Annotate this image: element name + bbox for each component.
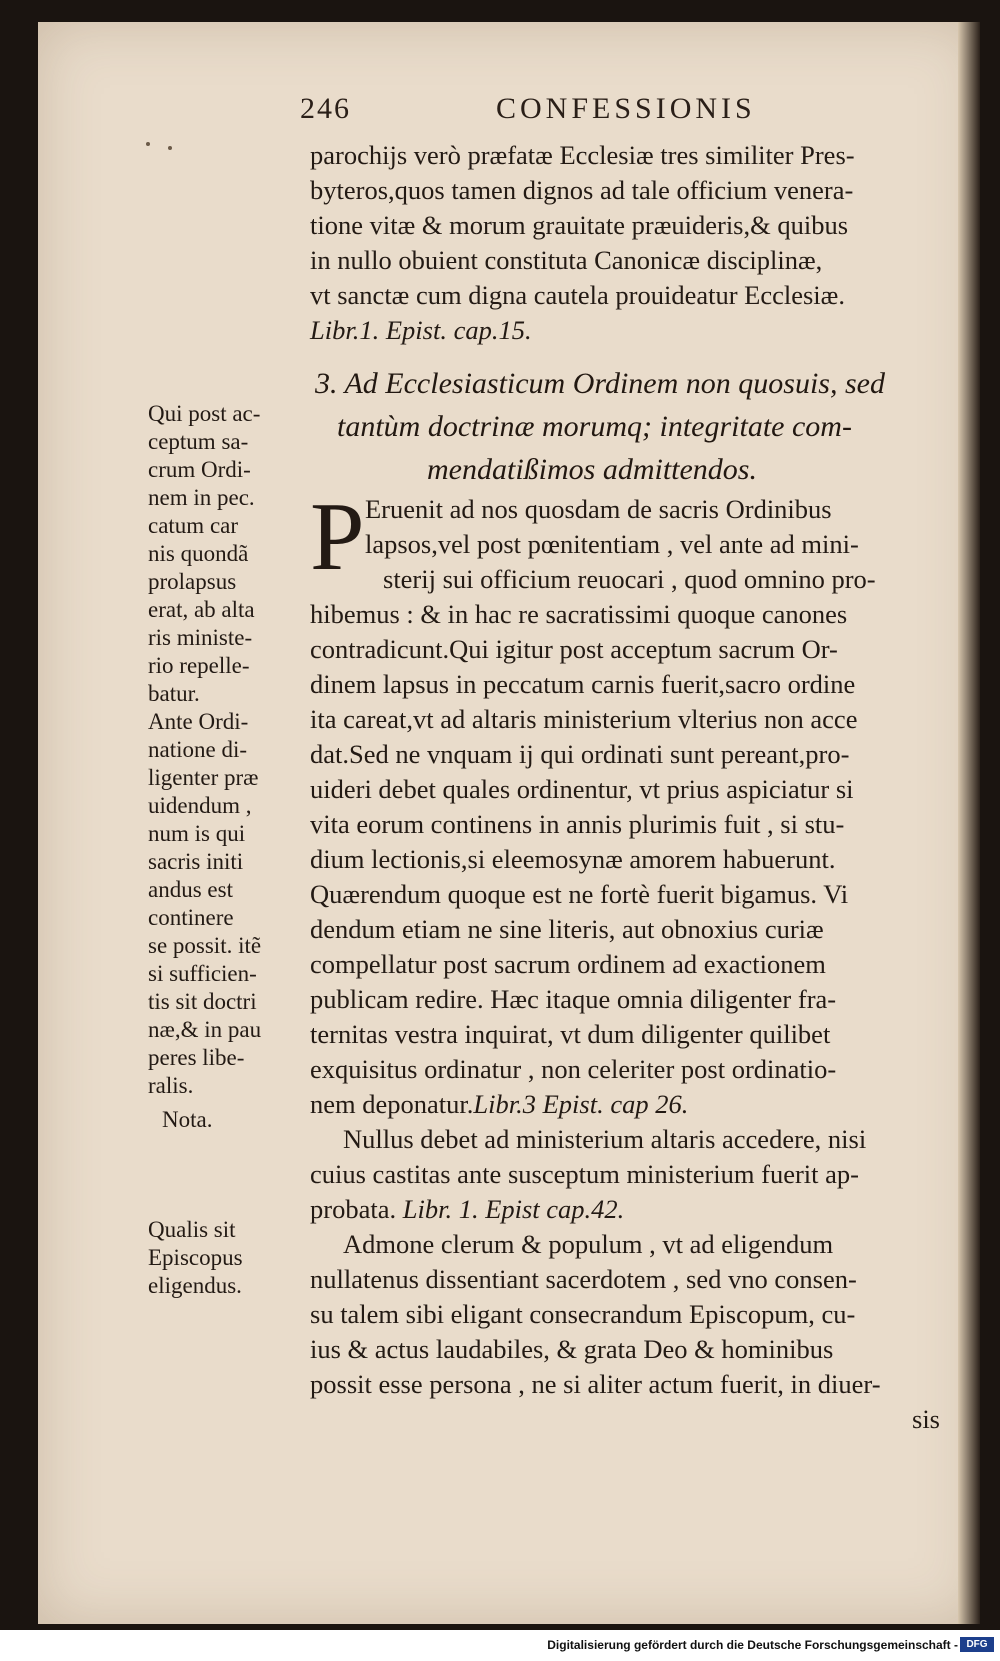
margin-line: ralis. <box>148 1073 194 1098</box>
text-line: dendum etiam ne sine literis, aut obnoxius curiæ <box>310 914 824 944</box>
text-line <box>310 1192 970 1227</box>
margin-line: Episcopus <box>148 1245 243 1270</box>
margin-line: natione di- <box>148 737 247 762</box>
text-line: contradicunt.Qui igitur post acceptum sacrum Or- <box>310 634 838 664</box>
page-number: 246 <box>300 92 351 125</box>
text-line: tione vitæ & morum grauitate præuideris,& quibus <box>310 210 849 240</box>
margin-note <box>148 1216 243 1300</box>
margin-line: erat, ab alta <box>148 597 255 622</box>
text-line: Eruenit ad nos quosdam de sacris Ordinibus <box>365 494 832 524</box>
text-line: byteros,quos tamen dignos ad tale officium venera- <box>310 175 854 205</box>
text-line: dium lectionis,si eleemosynæ amorem habuerunt. <box>310 844 836 874</box>
margin-note <box>162 1106 212 1134</box>
text-line: dinem lapsus in peccatum carnis fuerit,sacro ordine <box>310 669 856 699</box>
footer-credit: Digitalisierung gefördert durch die Deutsche Forschungsgemeinschaft - <box>547 1638 958 1652</box>
text-line: uideri debet quales ordinentur, vt prius aspiciatur si <box>310 774 854 804</box>
text-line: possit esse persona , ne si aliter actum fuerit, in diuer- <box>310 1369 881 1399</box>
margin-line: tis sit doctri <box>148 989 257 1014</box>
margin-line: num is qui <box>148 821 246 846</box>
text-line: compellatur post sacrum ordinem ad exactionem <box>310 949 826 979</box>
margin-line: næ,& in pau <box>148 1017 262 1042</box>
page-header <box>300 92 800 136</box>
text-line: parochijs verò præfatæ Ecclesiæ tres similiter Pres- <box>310 140 855 170</box>
margin-note <box>148 400 260 708</box>
text-line: hibemus : & in hac re sacratissimi quoque canones <box>310 599 848 629</box>
text-line: vt sanctæ cum digna cautela prouideatur Ecclesiæ. <box>310 280 845 310</box>
text-line: vita eorum continens in annis plurimis fuit , si stu- <box>310 809 845 839</box>
text-line: exquisitus ordinatur , non celeriter post ordinatio- <box>310 1054 837 1084</box>
margin-line: nis quondã <box>148 541 249 566</box>
citation: Libr.1. Epist. cap.15. <box>310 315 532 345</box>
ink-speck <box>168 146 172 150</box>
text-line: Admone clerum & populum , vt ad eligendum <box>343 1229 834 1259</box>
margin-line: continere <box>148 905 234 930</box>
catchword: sis <box>912 1404 940 1434</box>
ink-speck <box>146 142 150 146</box>
margin-line: se possit. itẽ <box>148 933 262 958</box>
citation: Libr. 1. Epist cap.42. <box>402 1194 625 1224</box>
dfg-logo: DFG <box>960 1637 994 1652</box>
drop-cap: P <box>310 483 365 591</box>
margin-line: Qualis sit <box>148 1217 236 1242</box>
margin-line: prolapsus <box>148 569 237 594</box>
margin-line: Ante Ordi- <box>148 709 249 734</box>
text-line: lapsos,vel post pœnitentiam , vel ante ad mini- <box>365 529 859 559</box>
text-line: nullatenus dissentiant sacerdotem , sed vno consen- <box>310 1264 857 1294</box>
running-head: CONFESSIONIS <box>496 92 756 125</box>
margin-line: uidendum , <box>148 793 252 818</box>
heading-line: tantùm doctrinæ morumq; integritate com- <box>337 410 852 443</box>
main-paragraph <box>310 597 970 1437</box>
text-line: cuius castitas ante susceptum ministerium fuerit ap- <box>310 1159 859 1189</box>
margin-line: peres libe- <box>148 1045 245 1070</box>
text-line: ita careat,vt ad altaris ministerium vlterius non acce <box>310 704 858 734</box>
text-line: sterij sui officium reuocari , quod omnino pro- <box>383 564 876 594</box>
margin-line: si sufficien- <box>148 961 257 986</box>
section-heading <box>315 362 975 491</box>
margin-line: ligenter præ <box>148 765 259 790</box>
heading-line: 3. Ad Ecclesiasticum Ordinem non quosuis, sed <box>315 367 885 400</box>
margin-line: catum car <box>148 513 239 538</box>
top-paragraph <box>310 138 965 348</box>
text-line: in nullo obuient constituta Canonicæ disciplinæ, <box>310 245 823 275</box>
text-line <box>310 1087 970 1122</box>
text-fragment: nem deponatur. <box>310 1089 474 1119</box>
text-line: ius & actus laudabiles, & grata Deo & hominibus <box>310 1334 834 1364</box>
dropcap-lines <box>365 492 876 597</box>
margin-line: batur. <box>148 681 200 706</box>
text-line: su talem sibi eligant consecrandum Episcopum, cu- <box>310 1299 856 1329</box>
citation: Libr.3 Epist. cap 26. <box>473 1089 689 1119</box>
text-line: Nullus debet ad ministerium altaris accedere, nisi <box>343 1124 867 1154</box>
margin-line: rio repelle- <box>148 653 250 678</box>
margin-line: andus est <box>148 877 233 902</box>
footer-bar <box>0 1630 1000 1661</box>
margin-line: crum Ordi- <box>148 457 251 482</box>
text-line: publicam redire. Hæc itaque omnia diligenter fra- <box>310 984 837 1014</box>
text-line: ternitas vestra inquirat, vt dum diligenter quilibet <box>310 1019 831 1049</box>
margin-note <box>148 708 261 1100</box>
margin-line: ris ministe- <box>148 625 253 650</box>
margin-line: Nota. <box>162 1107 213 1132</box>
margin-line: ceptum sa- <box>148 429 249 454</box>
heading-line: mendatißimos admittendos. <box>427 453 757 486</box>
text-line: dat.Sed ne vnquam ij qui ordinati sunt pereant,pro- <box>310 739 850 769</box>
text-line: Quærendum quoque est ne fortè fuerit bigamus. Vi <box>310 879 849 909</box>
margin-line: eligendus. <box>148 1273 242 1298</box>
text-fragment: probata. <box>310 1194 397 1224</box>
margin-line: sacris initi <box>148 849 244 874</box>
margin-line: nem in pec. <box>148 485 255 510</box>
margin-line: Qui post ac- <box>148 401 261 426</box>
